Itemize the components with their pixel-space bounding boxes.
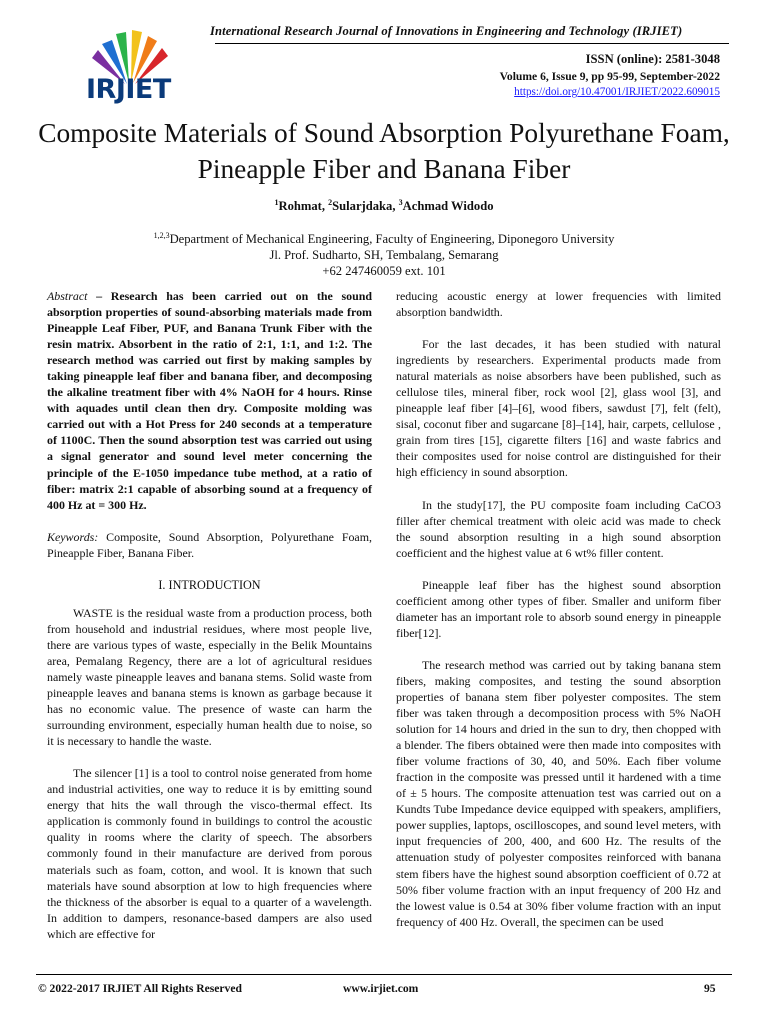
keywords-text: Composite, Sound Absorption, Polyurethane Foam, Pineapple Fiber, Banana Fiber. xyxy=(47,529,372,560)
right-paragraph-2: For the last decades, it has been studied with natural ingredients by researchers. Experimental products made from natural materials as noise absorbers have been published, such as cellulose tiles, mineral fiber, rock wool [2], glass wool [3], and pineapple leaf fiber [4]–[6], wood fibers, sawdust [7], felt (felt), sisal, coconut fiber and sugarcane [8]–[14], hair, carpets, cellulose , grain from tires [15], cigarette filters [16] and waste fabrics and their composites used for noise control are distinguished for their high efficiency in sound absorption. xyxy=(396,337,721,480)
keywords xyxy=(47,529,372,561)
abstract-label: Abstract xyxy=(47,289,88,303)
author-2: Sularjdaka, xyxy=(332,199,399,213)
footer-rule xyxy=(36,974,732,975)
affiliation-sup: 1,2,3 xyxy=(153,231,170,240)
affiliation-line-2: Jl. Prof. Sudharto, SH, Tembalang, Semarang xyxy=(269,248,499,262)
journal-name: International Research Journal of Innovations in Engineering and Technology (IRJIET) xyxy=(210,24,683,38)
right-column xyxy=(396,288,721,946)
author-3: Achmad Widodo xyxy=(402,199,494,213)
author-1: Rohmat, xyxy=(278,199,329,213)
footer-page-number: 95 xyxy=(704,982,716,995)
header-rule xyxy=(215,43,729,44)
author-list xyxy=(0,198,768,214)
right-paragraph-5: The research method was carried out by taking banana stem fibers, making composites, and testing the sound absorption properties of banana stem fiber polyester composites. The stem fiber was taken through a decomposition process with 5% NaOH solution for 14 hours and dried in the sun to dry, then chopped with a blender. The fibers obtained were then made into composites with fiber volume fractions of 30, 40, and 50%. Each fiber volume fraction in the composite was pressed until it hardened with a time of ± 5 hours. The composite attenuation test was carried out on a Kundts Tube Impedance device equipped with speakers, amplifiers, power supplies, laptops, oscilloscopes, and sound level meters, with input frequencies of 200, 400, and 600 Hz. The results of the attenuation study of polyester composites reinforced with banana stem fibers have the highest sound absorption coefficient of 0.72 at 50% fiber volume fraction with an input frequency of 200 Hz and the lowest value is 0.54 at 30% fiber volume fraction with an input frequency of 400 Hz. Overall, the specimen can be used xyxy=(396,657,721,929)
issn: ISSN (online): 2581-3048 xyxy=(585,52,720,66)
footer-website[interactable]: www.irjiet.com xyxy=(343,982,419,995)
logo-text: IRJIET xyxy=(86,74,171,105)
left-column xyxy=(47,288,372,958)
author-1-sup: 1 xyxy=(274,198,279,207)
keywords-label: Keywords: xyxy=(47,529,99,544)
author-2-sup: 2 xyxy=(328,198,333,207)
footer-copyright: © 2022-2017 IRJIET All Rights Reserved xyxy=(38,982,242,995)
abstract xyxy=(47,288,372,513)
right-paragraph-1: reducing acoustic energy at lower frequencies with limited absorption bandwidth. xyxy=(396,289,721,320)
affiliation-phone: +62 247460059 ext. 101 xyxy=(322,264,446,278)
journal-logo xyxy=(72,26,196,106)
affiliation xyxy=(0,228,768,279)
section-heading-introduction: I. INTRODUCTION xyxy=(158,577,261,592)
intro-paragraph-1: WASTE is the residual waste from a production process, both from household and industrial residues, where most people live, there are various types of waste, especially in the Belik Mountains area, Pemalang Regency, there are a lot of agricultural residues namely waste pineapple leaves and banana stems. Solid waste from pineapple leaves and banana stems is known as garbage because it has no economic value. The presence of waste can harm the surrounding environment, especially human health due to noise, so it is necessary to handle the waste. xyxy=(47,605,372,749)
author-3-sup: 3 xyxy=(398,198,403,207)
paper-title: Composite Materials of Sound Absorption Polyurethane Foam, Pineapple Fiber and Banana Fiber xyxy=(38,118,730,184)
affiliation-line-1: $^{1,2,3}$Department of Mechanical Engineering, Faculty of Engineering, Diponegoro University xyxy=(153,231,615,246)
abstract-text: – Research has been carried out on the sound absorption properties of sound-absorbing materials made from Pineapple Leaf Fiber, PUF, and Banana Trunk Fiber with the resin matrix. Absorbent in the ratio of 2:1, 1:1, and 1:2. The research method was carried out first by making samples by taking pineapple leaf fiber and banana fiber, and decomposing the alkaline treatment fiber with 4% NaOH for 4 hours. Rinse with aquades until clean then dry. Composite molding was carried out with a Hot Press for 240 seconds at a temperature of 1100C. Then the sound absorption test was carried out using a signal generator and sound level meter concerning the principle of the E-1050 impedance tube method, at a ratio of fiber: matrix 2:1 capable of absorbing sound at a frequency of 400 Hz at = 300 Hz. xyxy=(47,289,372,512)
volume-info: Volume 6, Issue 9, pp 95-99, September-2022 xyxy=(499,70,720,83)
right-paragraph-4: Pineapple leaf fiber has the highest sound absorption coefficient among other types of fiber. Smaller and uniform fiber diameter has an important role to absorb sound energy in pineapple fiber[12]. xyxy=(396,577,721,640)
doi-link[interactable]: https://doi.org/10.47001/IRJIET/2022.609015 xyxy=(514,86,720,98)
intro-paragraph-2: The silencer [1] is a tool to control noise generated from home and industrial activities, one way to reduce it is by emitting sound energy that hits the wall through the visco-thermal effect. Its application is commonly found in buildings to control the acoustic quality in rooms where the clarity of speech. The absorbers commonly found in their manufacture are derived from porous materials such as foam, cotton, and wool. It is known that such materials have sound absorption at low to high frequencies where the thickness of the absorber is equal to a quarter of a wavelength. In addition to dampers, resonance-based dampers are also used which are effective for xyxy=(47,766,372,941)
right-paragraph-3: In the study[17], the PU composite foam including CaCO3 filler after chemical treatment with oleic acid was made to check the sound absorption resulting in a high sound absorption coefficient and the highest value at 6 wt% filler content. xyxy=(396,497,721,560)
